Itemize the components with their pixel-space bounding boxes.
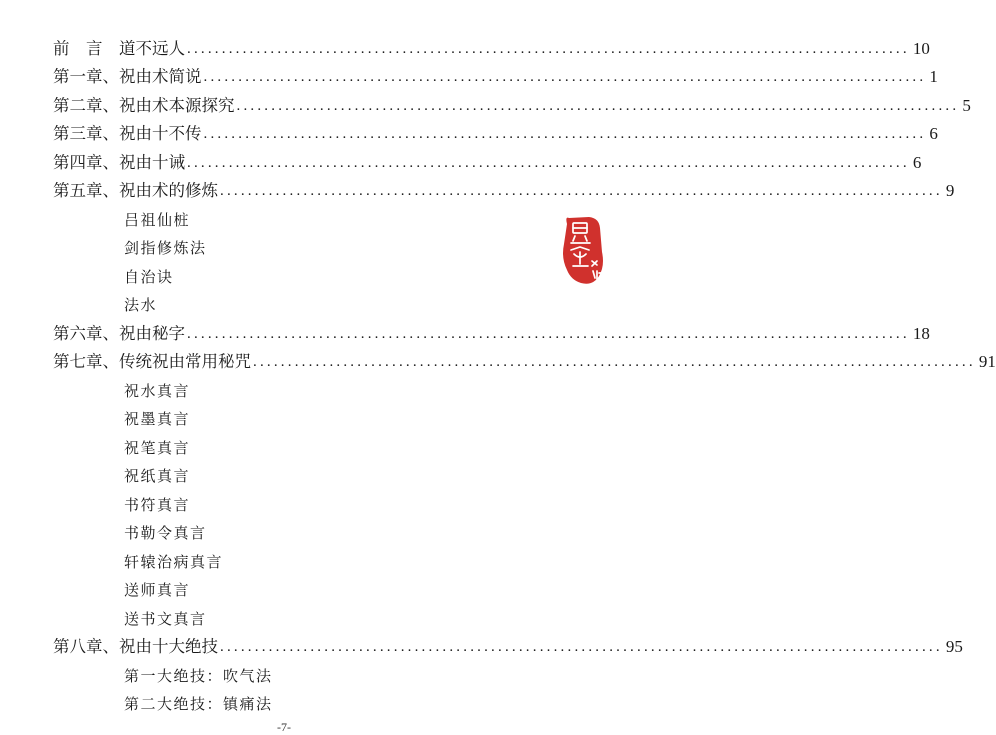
toc-row-chapter-8[interactable] [53, 630, 963, 659]
dot-leader: ........................................................................................................ [203, 69, 927, 85]
toc-row-page: 6 [929, 124, 938, 143]
toc-row-label: 第二章、 [53, 95, 119, 115]
toc-row-title: 祝由秘字 [119, 323, 185, 343]
toc-row-label: 第七章、 [53, 352, 119, 371]
toc-subitem[interactable]: 轩辕治病真言 [124, 552, 224, 571]
table-of-contents [53, 31, 996, 715]
dot-leader: ........................................................................................................ [187, 40, 910, 57]
dot-leader: ........................................................................................................ [220, 183, 943, 199]
toc-row-label: 前 言 [53, 38, 103, 58]
toc-row-chapter-2[interactable] [53, 88, 971, 117]
dot-leader: ........................................................................................................ [203, 126, 927, 142]
toc-row-label: 第八章、 [53, 637, 119, 656]
toc-row-chapter-6[interactable] [53, 316, 930, 345]
toc-row-title: 祝由术的修炼 [119, 181, 218, 200]
toc-subitem[interactable]: 祝水真言 [124, 381, 191, 400]
toc-row-chapter-4[interactable] [53, 145, 922, 174]
toc-row-chapter-1[interactable] [53, 60, 938, 89]
toc-subitem[interactable]: 祝笔真言 [124, 438, 191, 457]
dot-leader: ........................................................................................................ [220, 639, 943, 655]
toc-row-chapter-7[interactable] [53, 345, 996, 374]
toc-row-chapter-5[interactable] [53, 174, 955, 203]
toc-row-page: 95 [945, 637, 963, 656]
toc-subitem[interactable]: 祝纸真言 [124, 467, 191, 485]
toc-row-page: 18 [912, 323, 930, 343]
toc-row-label: 第一章、 [53, 67, 119, 86]
toc-subitem[interactable]: 书勒令真言 [124, 524, 207, 542]
dot-leader: ........................................................................................................ [253, 354, 976, 370]
toc-row-title: 祝由十诫 [119, 152, 185, 172]
toc-row-label: 第三章、 [53, 124, 119, 143]
toc-row-page: 1 [929, 67, 938, 86]
toc-row-title: 祝由术简说 [119, 67, 202, 86]
toc-subitem[interactable]: 法水 [124, 296, 158, 314]
dot-leader: ........................................................................................................ [187, 325, 910, 342]
toc-row-label: 第五章、 [53, 181, 119, 200]
toc-row-label: 第四章、 [53, 152, 119, 172]
toc-subitem[interactable]: 第二大绝技：镇痛法 [124, 695, 273, 713]
toc-row-page: 9 [945, 181, 955, 200]
toc-subitem[interactable]: 吕祖仙桩 [124, 210, 191, 229]
toc-subitem[interactable]: 第一大绝技：吹气法 [124, 666, 273, 685]
toc-subitem[interactable]: 祝墨真言 [124, 410, 191, 428]
toc-row-page: 6 [912, 152, 922, 172]
toc-row-title: 传统祝由常用秘咒 [119, 352, 251, 371]
toc-row-page: 5 [962, 95, 971, 115]
toc-subitem[interactable]: 送书文真言 [124, 609, 207, 628]
toc-row-preface[interactable] [53, 31, 930, 60]
toc-row-title: 道不远人 [119, 38, 185, 58]
toc-subitem[interactable]: 自治诀 [124, 267, 174, 286]
toc-row-label: 第六章、 [53, 323, 119, 343]
page-number: -7- [277, 720, 291, 734]
dot-leader: ........................................................................................................ [187, 154, 910, 171]
toc-row-page: 91 [978, 352, 996, 371]
toc-row-title: 祝由十不传 [119, 124, 202, 143]
toc-row-page: 10 [912, 38, 930, 58]
toc-row-chapter-3[interactable] [53, 117, 938, 146]
dot-leader: ........................................................................................................ [236, 97, 960, 114]
toc-subitem[interactable]: 剑指修炼法 [124, 239, 207, 257]
toc-subitem[interactable]: 送师真言 [124, 581, 191, 599]
toc-row-title: 祝由十大绝技 [119, 637, 218, 656]
toc-row-title: 祝由术本源探究 [119, 95, 235, 115]
seal-stamp-logo [559, 214, 607, 286]
toc-subitem[interactable]: 书符真言 [124, 495, 191, 514]
